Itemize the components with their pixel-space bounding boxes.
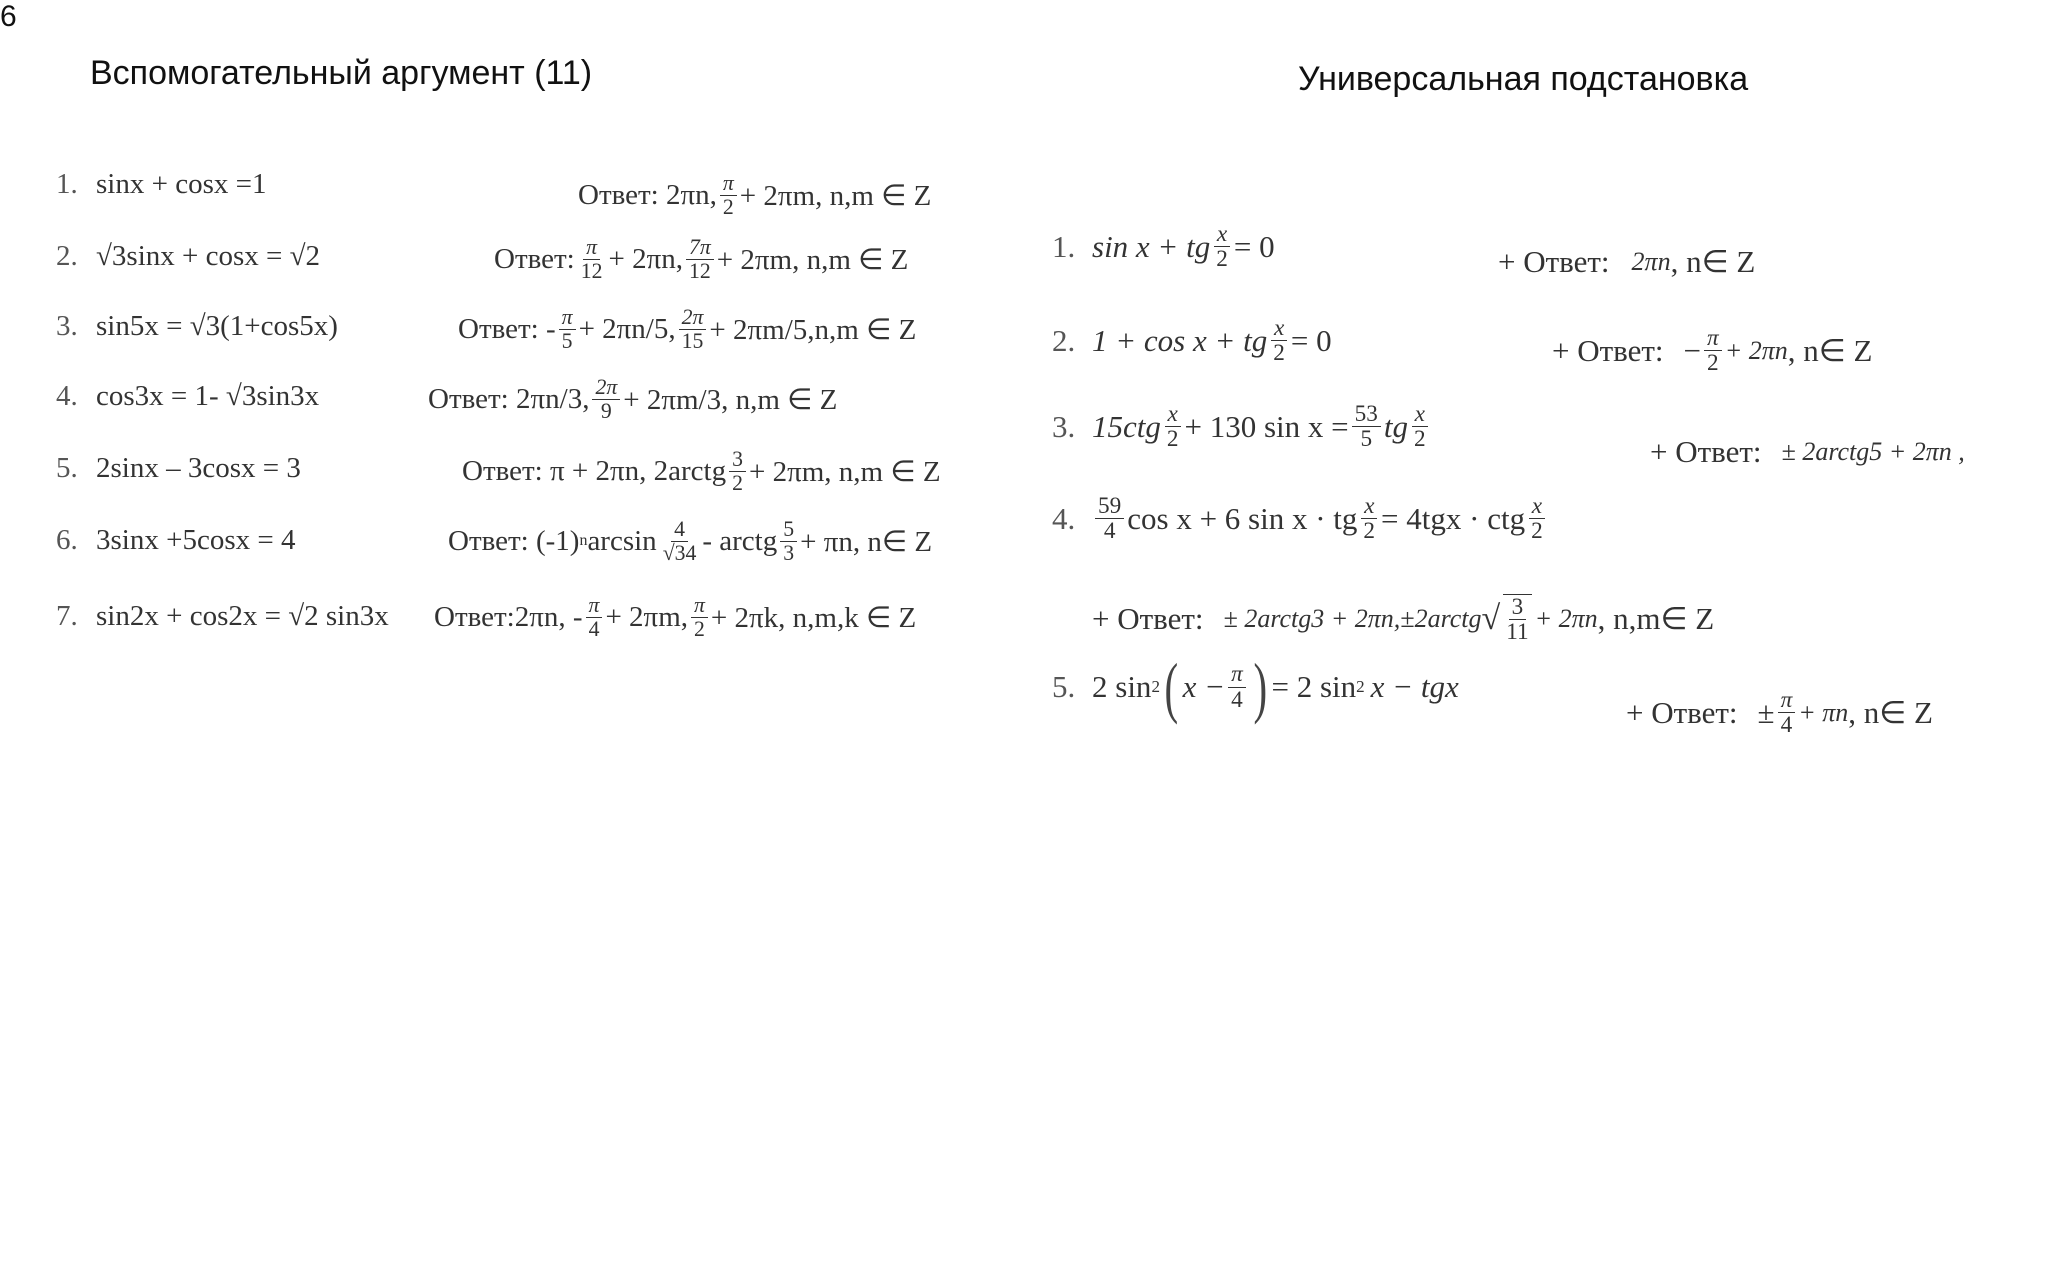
answer-text: + πn, n∈ Z <box>800 525 933 558</box>
left-item-7-equation <box>56 600 389 633</box>
sqrt-symbol: √ <box>1481 600 1501 638</box>
fraction: x 2 <box>1528 494 1546 544</box>
answer-label: + Ответ: <box>1626 694 1738 730</box>
right-item-4-equation <box>1052 494 1549 544</box>
answer-text: Ответ:2πn, - <box>434 600 583 633</box>
equation: sin2x + cos2x = √2 sin3x <box>96 600 389 632</box>
right-item-2-equation <box>1052 316 1332 366</box>
equation: cos3x = 1- √3sin3x <box>96 380 320 412</box>
superscript: 2 <box>1356 677 1365 697</box>
answer-text: − <box>1683 332 1702 368</box>
answer-text: + 2πm, n,m ∈ Z <box>748 455 941 488</box>
equation: = 0 <box>1290 322 1332 358</box>
answer-text: , n∈ Z <box>1670 244 1756 279</box>
equation: + 130 sin x = <box>1184 408 1349 444</box>
equation: 3sinx +5cosx = 4 <box>96 524 296 556</box>
answer-label: + Ответ: <box>1498 244 1610 279</box>
right-heading: Универсальная подстановка <box>1298 60 1749 98</box>
left-item-7-answer <box>434 594 916 641</box>
equation: = 4tgx · ctg <box>1381 500 1526 536</box>
answer-text: + 2πn/5, <box>578 312 676 345</box>
answer-text: Ответ: <box>494 242 575 275</box>
fraction: π 4 <box>586 594 603 641</box>
answer-text: ± 2arctg5 + 2πn , <box>1781 437 1965 466</box>
fraction: 2π 9 <box>592 376 620 423</box>
answer-text: Ответ: 2πn, <box>578 178 717 211</box>
fraction: $\frac{x}{2}$ <box>1270 316 1288 366</box>
right-paren: ) <box>1253 649 1267 725</box>
left-item-1-answer <box>578 172 931 219</box>
answer-text: + 2πm, n,m ∈ Z <box>739 179 932 212</box>
equation: 2 sin <box>1092 669 1152 705</box>
fraction: $\frac{x}{2}$ <box>1213 222 1231 272</box>
item-number: 5. <box>56 452 78 484</box>
answer-text: , n,m∈ Z <box>1597 601 1715 637</box>
fraction: 3 11 <box>1503 594 1531 645</box>
answer-text: + 2πn, <box>608 242 683 275</box>
equation: 15ctg <box>1092 408 1161 444</box>
left-paren: ( <box>1164 649 1179 725</box>
answer-text: + 2πm, <box>605 600 689 633</box>
answer-text: 2πn <box>1631 247 1671 276</box>
answer-text: , n∈ Z <box>1787 332 1873 368</box>
equation: x − <box>1182 669 1226 705</box>
item-number: 3. <box>56 310 78 342</box>
right-item-1-answer <box>1498 244 1755 280</box>
fraction: x 2 <box>1411 402 1429 452</box>
right-item-3-answer <box>1650 434 1965 470</box>
fraction: x 2 <box>1164 402 1182 452</box>
left-item-5-equation <box>56 452 301 485</box>
answer-text: + 2πm/3, n,m ∈ Z <box>623 383 838 416</box>
fraction: π 2 <box>720 172 737 219</box>
answer-text: + 2πm, n,m ∈ Z <box>716 243 909 276</box>
page-number: 6 <box>0 0 17 33</box>
fraction: 7π 12 <box>686 236 714 283</box>
fraction: $\frac{x}{2}$ <box>1360 494 1378 544</box>
right-item-5-equation <box>1052 649 1459 725</box>
right-item-4-answer <box>1092 594 1714 645</box>
answer-text: ± <box>1757 694 1775 730</box>
fraction: 59 4 <box>1095 494 1124 544</box>
left-item-2-answer <box>494 236 908 283</box>
answer-text: ± 2arctg3 + 2πn,±2arctg <box>1223 604 1482 634</box>
equation: = 0 <box>1233 228 1275 264</box>
item-number: 1. <box>1052 228 1076 264</box>
right-item-5-answer <box>1626 688 1933 738</box>
left-item-6-answer <box>448 518 932 565</box>
answer-text: arcsin <box>587 524 657 557</box>
left-item-3-answer <box>458 306 916 353</box>
right-item-3-equation <box>1052 402 1432 452</box>
equation: sinx + cosx =1 <box>96 168 267 200</box>
left-item-3-equation <box>56 310 338 343</box>
equation: sin x + tg <box>1092 228 1211 264</box>
item-number: 5. <box>1052 669 1076 705</box>
fraction: 5 3 <box>780 518 797 565</box>
answer-label: + Ответ: <box>1650 434 1762 469</box>
item-number: 4. <box>56 380 78 412</box>
answer-label: + Ответ: <box>1552 332 1664 368</box>
answer-text: + 2πn <box>1534 604 1598 634</box>
answer-label: + Ответ: <box>1092 601 1204 637</box>
fraction: $\frac{53}{5}$ <box>1352 402 1381 452</box>
item-number: 1. <box>56 168 78 200</box>
fraction: π 5 <box>559 306 576 353</box>
superscript: 2 <box>1151 677 1160 697</box>
answer-text: , n∈ Z <box>1848 694 1933 730</box>
answer-text: + 2πk, n,m,k ∈ Z <box>710 601 917 634</box>
left-item-4-equation <box>56 380 319 413</box>
item-number: 6. <box>56 524 78 556</box>
equation: = 2 sin <box>1271 669 1357 705</box>
equation: tg <box>1383 408 1409 444</box>
answer-text: + 2πm/5,n,m ∈ Z <box>709 313 917 346</box>
answer-text: + 2πn <box>1724 335 1788 365</box>
fraction: π 12 <box>580 235 603 283</box>
fraction: π 2 <box>691 594 708 641</box>
left-item-2-equation <box>56 240 320 273</box>
fraction: $\frac{\pi}{2}$ <box>1704 326 1722 376</box>
equation: √3sinx + cosx = √2 <box>96 240 321 272</box>
answer-text: + πn <box>1798 697 1849 727</box>
left-item-1-equation <box>56 168 266 201</box>
right-item-2-answer <box>1552 326 1872 376</box>
equation: x − tgx <box>1370 669 1459 705</box>
item-number: 2. <box>1052 322 1076 358</box>
item-number: 4. <box>1052 500 1076 536</box>
answer-text: Ответ: - <box>458 312 556 345</box>
equation: 2sinx – 3cosx = 3 <box>96 452 301 484</box>
answer-text: - arctg <box>702 524 778 557</box>
equation: sin5x = √3(1+cos5x) <box>96 310 338 342</box>
answer-text: Ответ: (-1) <box>448 524 580 557</box>
answer-text: Ответ: π + 2πn, 2arctg <box>462 454 727 487</box>
left-item-5-answer <box>462 448 941 495</box>
answer-text: Ответ: 2πn/3, <box>428 382 590 415</box>
equation: 1 + cos x + tg <box>1092 322 1268 358</box>
left-item-6-equation <box>56 524 295 557</box>
item-number: 3. <box>1052 408 1076 444</box>
left-heading: Вспомогательный аргумент (11) <box>90 54 593 92</box>
fraction: 4 √34 <box>662 517 697 565</box>
fraction: $\frac{\pi}{4}$ <box>1228 662 1246 712</box>
item-number: 7. <box>56 600 78 632</box>
left-item-4-answer <box>428 376 837 423</box>
fraction: 2π 15 <box>679 306 707 353</box>
right-item-1-equation <box>1052 222 1275 272</box>
fraction: $\frac{\pi}{4}$ <box>1778 688 1796 738</box>
superscript: n <box>579 532 588 550</box>
item-number: 2. <box>56 240 78 272</box>
fraction: 3 2 <box>729 448 746 495</box>
equation: cos x + 6 sin x · tg <box>1127 500 1358 536</box>
